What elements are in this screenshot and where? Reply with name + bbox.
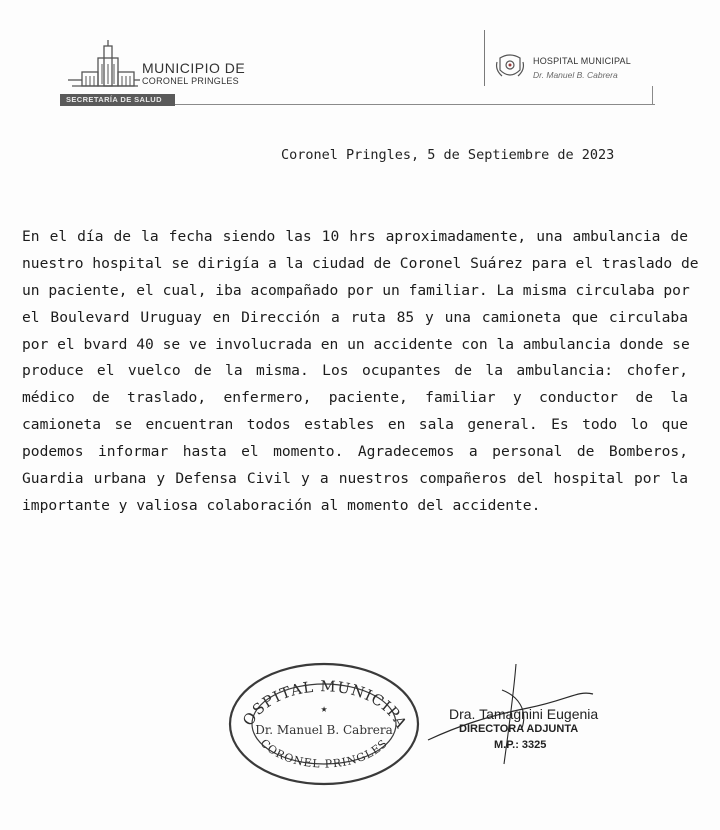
body-line: nuestro hospital se dirigía a la ciudad de Coronel Suárez para el traslado de	[22, 254, 699, 272]
secretaria-bar: SECRETARÍA DE SALUD	[60, 94, 175, 106]
body-line: por el bvard 40 se ve involucrada en un accidente con la ambulancia donde se	[22, 335, 690, 353]
signatory-title: DIRECTORA ADJUNTA	[459, 723, 579, 735]
body-line: podemos informar hasta el momento. Agradecemos a personal de Bomberos,	[22, 443, 688, 461]
signatory-license: M.P.: 3325	[494, 739, 547, 751]
stamp-center-text: Dr. Manuel B. Cabrera	[255, 723, 393, 737]
stamp-bottom-text: CORONEL PRINGLES	[257, 736, 391, 771]
header-rule	[175, 104, 655, 105]
stamp-seal-icon	[226, 660, 422, 788]
body-line: En el día de la fecha siendo las 10 hrs aproximadamente, una ambulancia de	[22, 228, 688, 245]
signatory-name: Dra. Tamagnini Eugenia	[449, 706, 599, 722]
body-line: Guardia urbana y Defensa Civil y a nuestros compañeros del hospital por la	[22, 470, 688, 488]
hospital-stamp	[226, 660, 422, 788]
municipality-subtitle: CORONEL PRINGLES	[142, 76, 239, 86]
hospital-crest-icon	[494, 52, 526, 82]
header-rule-end	[652, 86, 653, 105]
body-line: un paciente, el cual, iba acompañado por un familiar. La misma circulaba por	[22, 281, 690, 299]
body-line: camioneta se encuentran todos estables en sala general. Es todo lo que	[22, 416, 688, 434]
svg-text:★: ★	[320, 702, 328, 715]
header-divider	[484, 30, 485, 86]
hospital-subtitle: Dr. Manuel B. Cabrera	[533, 70, 618, 80]
body-line: médico de traslado, enfermero, paciente, familiar y conductor de la	[22, 389, 688, 407]
svg-text:CORONEL PRINGLES	[258, 737, 391, 771]
body-line: importante y valiosa colaboración al momento del accidente.	[22, 496, 541, 514]
body-line: el Boulevard Uruguay en Dirección a ruta 85 y una camioneta que circulaba	[22, 308, 688, 326]
letter-body	[22, 224, 699, 520]
date-line: Coronel Pringles, 5 de Septiembre de 2023	[281, 147, 615, 163]
municipal-building-icon	[62, 38, 142, 98]
stamp-top-text: OSPITAL MUNICIPA	[239, 677, 411, 732]
hospital-name: HOSPITAL MUNICIPAL	[533, 56, 631, 66]
municipality-name: MUNICIPIO DE	[142, 60, 246, 76]
svg-text:HOSPITAL MUNICIPAL	[226, 660, 411, 732]
body-line: produce el vuelco de la misma. Los ocupantes de la ambulancia: chofer,	[22, 362, 688, 380]
